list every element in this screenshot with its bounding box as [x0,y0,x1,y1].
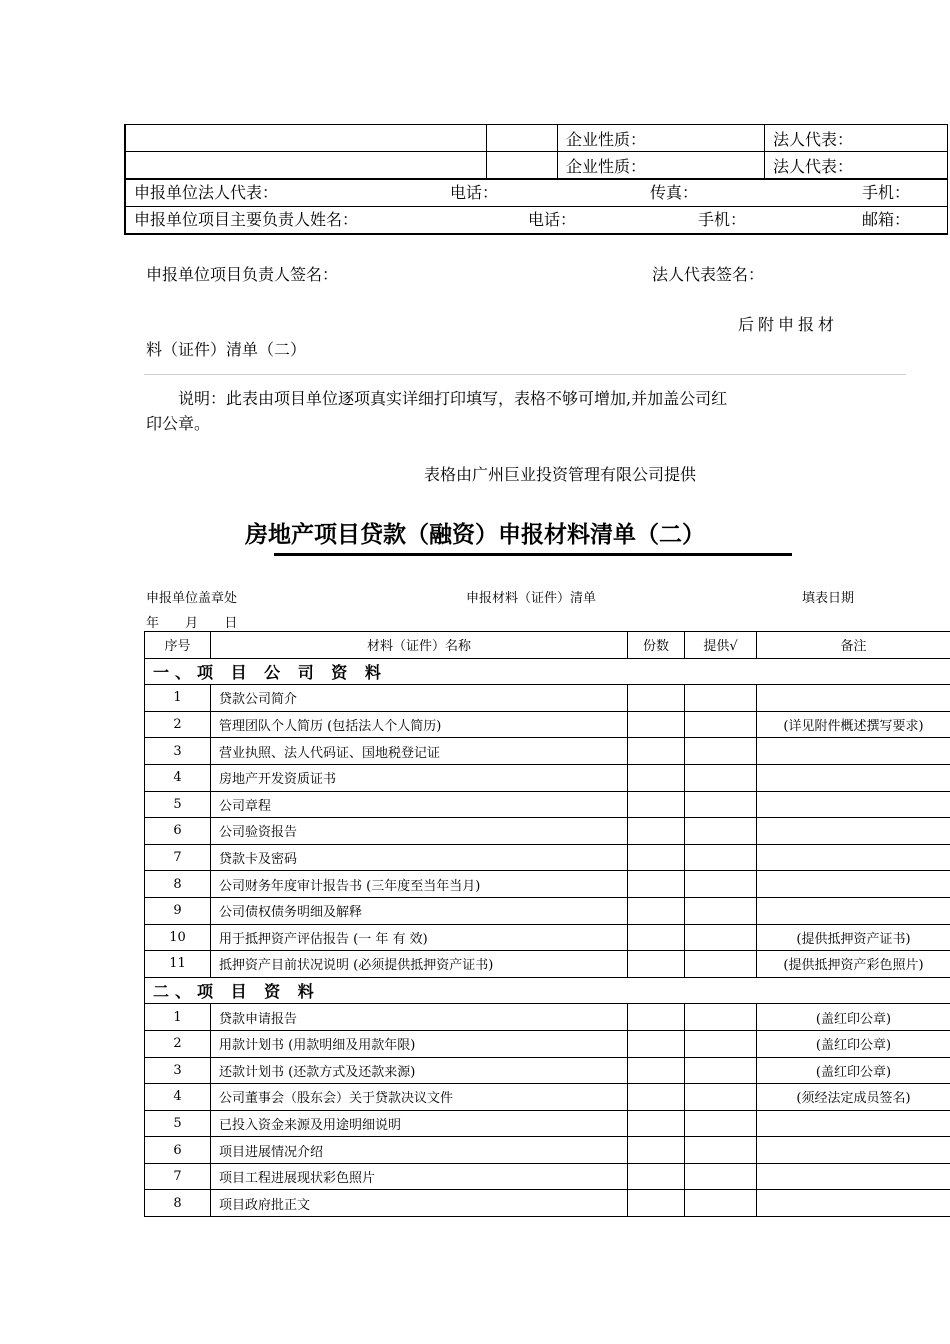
material-name: 贷款申请报告 [211,1004,628,1031]
provided-cell [685,1110,757,1137]
attachment-line-2: 料（证件）清单（二） [146,340,307,359]
remark-cell: (提供抵押资产证书) [757,924,950,951]
row-number: 9 [145,897,211,924]
table-row [145,1110,950,1137]
material-name: 还款计划书 (还款方式及还款来源) [211,1057,628,1084]
material-name: 公司章程 [211,791,628,818]
copies-cell [628,871,685,898]
header-remark: 备注 [757,632,950,659]
day-label: 日 [224,616,238,631]
copies-cell [628,897,685,924]
row-number: 2 [145,711,211,738]
row-number: 4 [145,764,211,791]
row-number: 4 [145,1084,211,1111]
row-number: 8 [145,871,211,898]
table-row [145,764,950,791]
remark-cell [757,871,950,898]
table-row [145,1190,950,1217]
copies-cell [628,844,685,871]
copies-cell [628,1163,685,1190]
row-number: 7 [145,1163,211,1190]
material-name: 用于抵押资产评估报告 (一 年 有 效) [211,924,628,951]
remark-cell: (盖红印公章) [757,1057,950,1084]
table-row [145,738,950,765]
page-title: 房地产项目贷款（融资）申报材料清单（二） [245,521,705,548]
remark-cell: (盖红印公章) [757,1030,950,1057]
row-number: 5 [145,791,211,818]
mobile-label: 手机： [862,183,911,202]
legal-rep-label: 法人代表： [765,152,948,180]
row-number: 3 [145,1057,211,1084]
material-name: 房地产开发资质证书 [211,764,628,791]
provided-cell [685,871,757,898]
legal-rep-label: 法人代表： [765,125,948,152]
provided-cell [685,1057,757,1084]
legal-rep-signature-label: 法人代表签名： [652,265,765,284]
row-number: 5 [145,1110,211,1137]
remark-cell: (详见附件概述撰写要求) [757,711,950,738]
copies-cell [628,764,685,791]
provided-cell [685,791,757,818]
material-name: 公司验资报告 [211,818,628,845]
table-row [145,951,950,978]
table-row [145,1057,950,1084]
row-number: 1 [145,685,211,712]
legal-rep-contact-row [125,179,948,207]
copies-cell [628,791,685,818]
project-manager-row [125,207,948,235]
provided-cell [685,844,757,871]
provided-cell [685,764,757,791]
row-number: 1 [145,1004,211,1031]
company-nature-label: 企业性质： [558,152,765,180]
remark-cell [757,818,950,845]
table-row [145,711,950,738]
header-provided: 提供√ [685,632,757,659]
provided-cell [685,951,757,978]
mobile-label: 手机： [698,210,747,229]
provided-cell [685,1137,757,1164]
applicant-info-table [124,124,948,235]
blank-cell [487,125,558,152]
section-header [145,977,950,1004]
material-name: 公司财务年度审计报告书 (三年度至当年当月) [211,871,628,898]
material-name: 已投入资金来源及用途明细说明 [211,1110,628,1137]
material-name: 营业执照、法人代码证、国地税登记证 [211,738,628,765]
copies-cell [628,1030,685,1057]
company-name-cell [125,125,487,152]
company-nature-label: 企业性质： [558,125,765,152]
materials-table [144,631,950,1217]
remark-cell [757,1110,950,1137]
project-lead-signature-label: 申报单位项目负责人签名： [146,265,339,284]
company-name-cell [125,152,487,180]
header-no: 序号 [145,632,211,659]
email-label: 邮箱： [862,210,911,229]
provided-cell [685,685,757,712]
provided-cell [685,1163,757,1190]
provided-cell [685,1190,757,1217]
date-fields [146,612,237,631]
list-label: 申报材料（证件）清单 [466,591,597,606]
project-manager-label: 申报单位项目主要负责人姓名： [134,210,359,229]
table-row [145,791,950,818]
copies-cell [628,685,685,712]
copies-cell [628,711,685,738]
table-row [145,1084,950,1111]
note-line-1: 说明：此表由项目单位逐项真实详细打印填写，表格不够可增加,并加盖公司红 [178,389,728,408]
copies-cell [628,1110,685,1137]
note-line-2: 印公章。 [146,414,211,433]
fill-date-label: 填表日期 [802,591,855,606]
provided-cell [685,1004,757,1031]
attachment-line-1: 后附申报材 [738,315,839,334]
table-row [145,1004,950,1031]
remark-cell [757,791,950,818]
legal-rep-field-label: 申报单位法人代表： [134,183,279,202]
row-number: 11 [145,951,211,978]
material-name: 管理团队个人简历 (包括法人个人简历) [211,711,628,738]
phone-label: 电话： [528,210,577,229]
year-label: 年 [146,616,160,631]
table-row [145,1030,950,1057]
table-row [145,1137,950,1164]
section-title: 二、项 目 资 料 [145,977,950,1004]
row-number: 8 [145,1190,211,1217]
remark-cell: (盖红印公章) [757,1004,950,1031]
provided-cell [685,818,757,845]
fax-label: 传真： [650,183,699,202]
row-number: 6 [145,818,211,845]
copies-cell [628,1057,685,1084]
copies-cell [628,951,685,978]
copies-cell [628,1084,685,1111]
row-number: 10 [145,924,211,951]
remark-cell [757,764,950,791]
phone-label: 电话： [450,183,499,202]
row-number: 6 [145,1137,211,1164]
table-row [145,818,950,845]
row-number: 7 [145,844,211,871]
provided-cell [685,1084,757,1111]
provided-cell [685,738,757,765]
section-title: 一、项 目 公 司 资 料 [145,658,950,685]
copies-cell [628,924,685,951]
table-row [145,1163,950,1190]
company-row-2 [125,152,948,180]
remark-cell [757,1163,950,1190]
copies-cell [628,1137,685,1164]
remark-cell [757,1190,950,1217]
remark-cell [757,1137,950,1164]
company-row-1 [125,125,948,152]
material-name: 公司债权债务明细及解释 [211,897,628,924]
material-name: 项目政府批正文 [211,1190,628,1217]
divider [144,374,906,375]
material-name: 抵押资产目前状况说明 (必须提供抵押资产证书) [211,951,628,978]
copies-cell [628,1190,685,1217]
remark-cell [757,844,950,871]
section-header [145,658,950,685]
remark-cell [757,897,950,924]
remark-cell [757,738,950,765]
provided-cell [685,1030,757,1057]
header-copies: 份数 [628,632,685,659]
material-name: 公司董事会（股东会）关于贷款决议文件 [211,1084,628,1111]
provided-cell [685,897,757,924]
material-name: 贷款卡及密码 [211,844,628,871]
table-header [145,632,950,659]
table-row [145,871,950,898]
title-underline [274,553,792,556]
blank-cell [487,152,558,180]
header-name: 材料（证件）名称 [211,632,628,659]
material-name: 项目进展情况介绍 [211,1137,628,1164]
remark-cell: (须经法定成员签名) [757,1084,950,1111]
copies-cell [628,818,685,845]
table-row [145,924,950,951]
row-number: 3 [145,738,211,765]
table-row [145,844,950,871]
provided-cell [685,924,757,951]
table-row [145,897,950,924]
copies-cell [628,1004,685,1031]
remark-cell [757,685,950,712]
row-number: 2 [145,1030,211,1057]
material-name: 项目工程进展现状彩色照片 [211,1163,628,1190]
copies-cell [628,738,685,765]
stamp-label: 申报单位盖章处 [146,591,238,606]
table-row [145,685,950,712]
provider-text: 表格由广州巨业投资管理有限公司提供 [424,465,697,484]
material-name: 用款计划书 (用款明细及用款年限) [211,1030,628,1057]
provided-cell [685,711,757,738]
month-label: 月 [185,616,199,631]
material-name: 贷款公司简介 [211,685,628,712]
remark-cell: (提供抵押资产彩色照片) [757,951,950,978]
